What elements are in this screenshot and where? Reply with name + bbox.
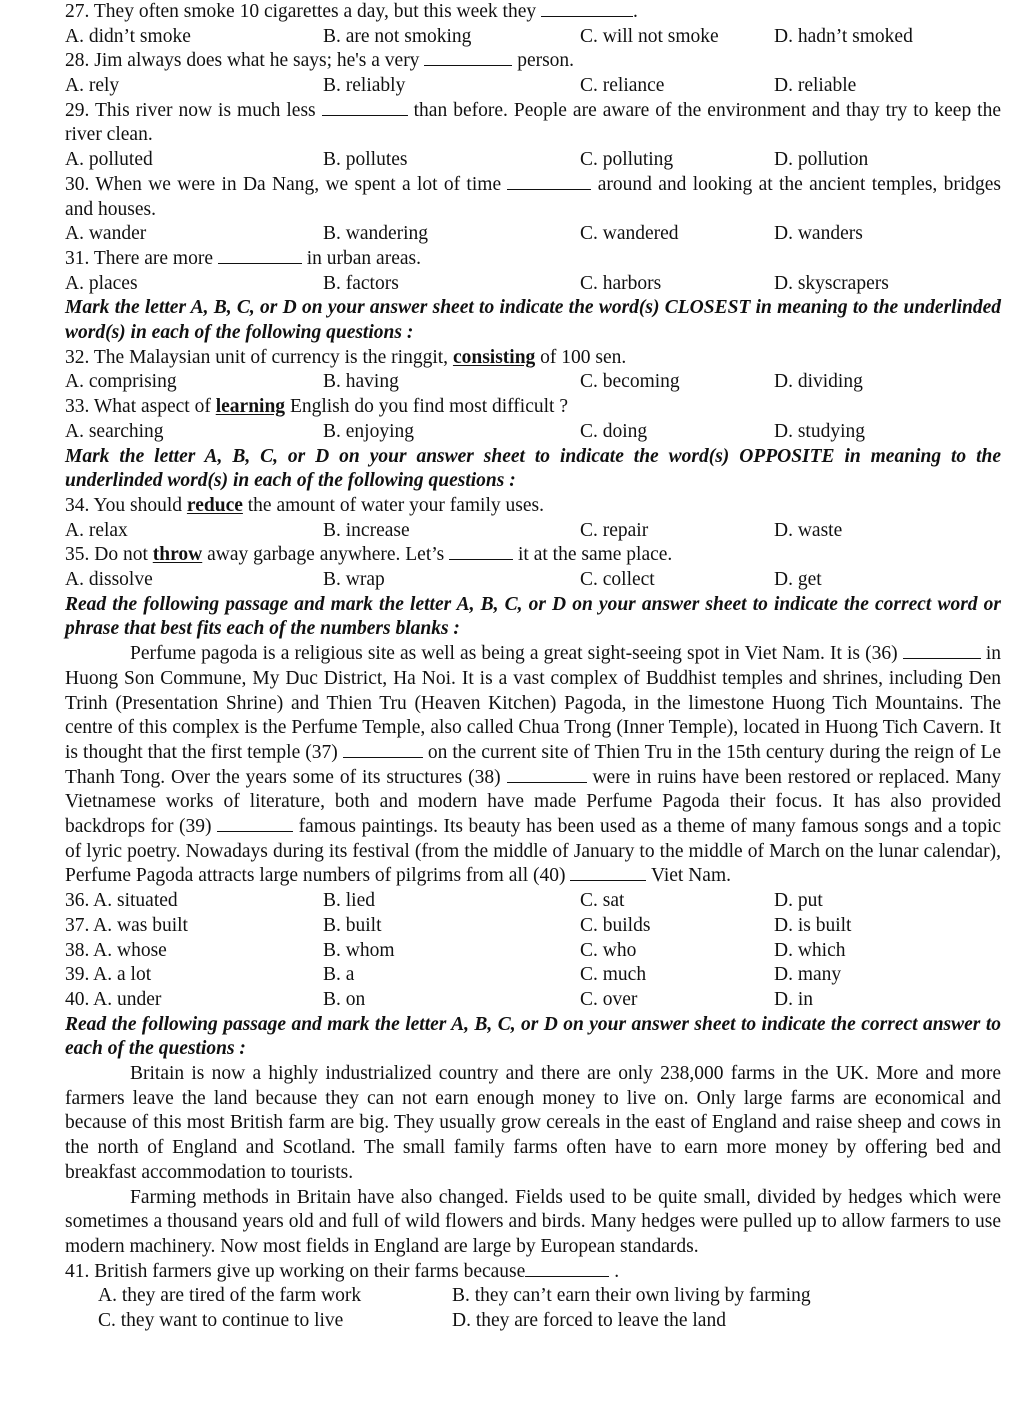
question-text-end: English do you find most difficult ?	[289, 396, 568, 418]
option-d: D. which	[774, 939, 846, 961]
passage-text: on the current site of Thien Tru in the 15th century during the reign of Le Thanh Tong. Over the years some of its structures (38)	[65, 741, 1002, 788]
option-d: D. many	[774, 964, 842, 986]
question-text-end: in urban areas.	[306, 247, 421, 269]
option-b: B. enjoying	[323, 420, 414, 442]
underlined-word: learning	[215, 396, 286, 418]
question-35	[65, 543, 1001, 568]
option-c: C. harbors	[580, 272, 662, 294]
instruction-closest: Mark the letter A, B, C, or D on your answer sheet to indicate the word(s) CLOSEST in meaning to the underlinded word(s) in each of the following questions :	[65, 297, 1001, 344]
blank-38	[507, 766, 587, 783]
options-36	[65, 889, 1001, 914]
instruction-cloze: Read the following passage and mark the letter A, B, C, or D on your answer sheet to indicate the correct word or phrase that best fits each of the numbers blanks :	[65, 593, 1001, 640]
option-b: B. reliably	[323, 75, 406, 97]
options-28	[65, 74, 1001, 99]
option-b: B. built	[323, 914, 382, 936]
options-34	[65, 519, 1001, 544]
option-d: D. waste	[774, 519, 843, 541]
underlined-word: reduce	[186, 494, 243, 516]
option-d: D. pollution	[774, 149, 869, 171]
option-b: B. increase	[323, 519, 410, 541]
question-34	[65, 494, 1001, 519]
question-41	[65, 1260, 1001, 1285]
option-d: D. in	[774, 988, 813, 1010]
question-text: 41. British farmers give up working on their farms because	[65, 1260, 526, 1282]
option-d: D. hadn’t smoked	[774, 25, 913, 47]
option-b: B. they can’t earn their own living by farming	[452, 1285, 811, 1307]
options-27	[65, 25, 1001, 50]
option-c: C. sat	[580, 890, 625, 912]
option-c: C. collect	[580, 569, 655, 591]
question-text: 35. Do not	[65, 544, 148, 566]
option-d: D. wanders	[774, 223, 863, 245]
options-39	[65, 963, 1001, 988]
option-a: A. places	[65, 272, 138, 294]
passage-perfume-pagoda	[65, 642, 1001, 889]
option-d: D. dividing	[774, 371, 863, 393]
options-41-row-1	[65, 1284, 1001, 1309]
option-a: A. rely	[65, 75, 120, 97]
question-text: 28. Jim always does what he says; he's a very	[65, 50, 420, 72]
question-28	[65, 49, 1001, 74]
option-a: A. relax	[65, 519, 128, 541]
option-c: C. wandered	[580, 223, 679, 245]
passage-britain-para-2: Farming methods in Britain have also changed. Fields used to be quite small, divided by hedges which were sometimes a thousand years old and full of wild flowers and birds. Many hedges were pulled up to allow farmers to use modern machinery. Now most fields in England are large by European standards.	[65, 1186, 1001, 1257]
options-31	[65, 272, 1001, 297]
answer-blank	[507, 173, 591, 190]
option-b: B. lied	[323, 890, 375, 912]
option-d: D. they are forced to leave the land	[452, 1310, 726, 1332]
question-text: 32. The Malaysian unit of currency is the ringgit,	[65, 346, 449, 368]
worksheet-page	[65, 0, 1001, 1334]
question-text-end: it at the same place.	[518, 544, 673, 566]
option-a: 39. A. a lot	[65, 964, 152, 986]
option-a: A. wander	[65, 223, 147, 245]
option-c: C. becoming	[580, 371, 680, 393]
option-c: C. polluting	[580, 149, 674, 171]
question-33	[65, 395, 1001, 420]
option-a: A. dissolve	[65, 569, 153, 591]
option-d: D. skyscrapers	[774, 272, 889, 294]
option-b: B. having	[323, 371, 399, 393]
option-a: A. searching	[65, 420, 164, 442]
answer-blank	[218, 247, 302, 264]
blank-37	[343, 741, 423, 758]
passage-text: were in ruins have been restored or replaced. Many Vietnamese works of literature, both and modern have made Perfume Pagoda their focus. It has also provided backdrops for (39)	[65, 766, 1002, 838]
option-a: 40. A. under	[65, 988, 162, 1010]
options-33	[65, 420, 1001, 445]
question-text-end: the amount of water your family uses.	[247, 494, 544, 516]
option-a: A. polluted	[65, 149, 153, 171]
option-c: C. builds	[580, 914, 651, 936]
options-30	[65, 222, 1001, 247]
option-a: A. comprising	[65, 371, 177, 393]
answer-blank	[449, 543, 513, 560]
question-text-end: person.	[517, 50, 575, 72]
blank-40	[570, 864, 646, 881]
question-27	[65, 0, 1001, 25]
option-b: B. wandering	[323, 223, 429, 245]
question-29	[65, 99, 1001, 148]
question-text-end: around and looking at the ancient temples, bridges and houses.	[65, 173, 1002, 220]
instruction-opposite: Mark the letter A, B, C, or D on your answer sheet to indicate the word(s) OPPOSITE in meaning to the underlinded word(s) in each of the following questions :	[65, 445, 1001, 492]
option-b: B. whom	[323, 939, 395, 961]
option-d: D. put	[774, 890, 823, 912]
options-32	[65, 370, 1001, 395]
question-32	[65, 346, 1001, 371]
question-text: 30. When we were in Da Nang, we spent a lot of time	[65, 173, 502, 195]
blank-39	[217, 815, 293, 832]
option-a: 36. A. situated	[65, 890, 178, 912]
question-text-mid: away garbage anywhere. Let’s	[207, 544, 445, 566]
question-text-end: than before. People are aware of the environment and thay try to keep the river clean.	[65, 99, 1002, 146]
passage-text: in Huong Son Commune, My Duc District, Ha Noi. It is a vast complex of Buddhist temples and shrines, including Den Trinh (Presentation Shrine) and Thien Tru (Heaven Kitchen) Pagoda, in the limestone Huong Tich Mountains. The centre of this complex is the Perfume Temple, also called Chua Trong (Inner Temple), located in Huong Tich Cavern. It is thought that the first temple (37)	[65, 643, 1002, 763]
question-text-end: .	[614, 1260, 620, 1282]
option-c: C. reliance	[580, 75, 665, 97]
option-b: B. are not smoking	[323, 25, 472, 47]
passage-text: Viet Nam.	[650, 865, 732, 887]
blank-36	[903, 642, 981, 659]
option-d: D. is built	[774, 914, 852, 936]
question-text: 27. They often smoke 10 cigarettes a day, but this week they	[65, 1, 537, 22]
passage-britain-para-1: Britain is now a highly industrialized country and there are only 238,000 farms in the UK. More and more farmers leave the land because they can not earn enough money to live on. Only large farms are economical and because of this most British farm are big. They usually grow cereals in the east of England and raise sheep and cows in the north of England and Scotland. The small family farms often have to earn more money by offering bed and breakfast accommodation to tourists.	[65, 1063, 1001, 1183]
option-b: B. pollutes	[323, 149, 408, 171]
options-29	[65, 148, 1001, 173]
question-31	[65, 247, 1001, 272]
question-30	[65, 173, 1001, 222]
options-35	[65, 568, 1001, 593]
answer-blank	[322, 99, 408, 116]
option-d: D. get	[774, 569, 822, 591]
option-c: C. doing	[580, 420, 648, 442]
option-c: C. they want to continue to live	[98, 1310, 344, 1332]
option-b: B. on	[323, 988, 366, 1010]
option-c: C. will not smoke	[580, 25, 719, 47]
question-text-end: of 100 sen.	[540, 346, 627, 368]
option-a: 37. A. was built	[65, 914, 188, 936]
option-a: 38. A. whose	[65, 939, 167, 961]
option-d: D. reliable	[774, 75, 857, 97]
question-text: 33. What aspect of	[65, 396, 211, 418]
question-text-end: .	[633, 1, 638, 22]
option-b: B. factors	[323, 272, 399, 294]
answer-blank	[541, 0, 633, 17]
options-38	[65, 939, 1001, 964]
underlined-word: throw	[152, 544, 203, 566]
option-c: C. who	[580, 939, 637, 961]
answer-blank	[424, 49, 512, 66]
instruction-reading: Read the following passage and mark the letter A, B, C, or D on your answer sheet to indicate the correct answer to each of the questions :	[65, 1013, 1001, 1060]
options-37	[65, 914, 1001, 939]
underlined-word: consisting	[452, 346, 536, 368]
options-41-row-2	[65, 1309, 1001, 1334]
option-b: B. wrap	[323, 569, 385, 591]
option-a: A. they are tired of the farm work	[98, 1285, 362, 1307]
option-a: A. didn’t smoke	[65, 25, 191, 47]
option-d: D. studying	[774, 420, 866, 442]
option-b: B. a	[323, 964, 355, 986]
option-c: C. over	[580, 988, 638, 1010]
answer-blank	[525, 1260, 609, 1277]
question-text: 31. There are more	[65, 247, 213, 269]
option-c: C. much	[580, 964, 647, 986]
question-text: 29. This river now is much less	[65, 99, 316, 121]
options-40	[65, 988, 1001, 1013]
question-text: 34. You should	[65, 494, 183, 516]
passage-text: Perfume pagoda is a religious site as well as being a great sight-seeing spot in Viet Nam. It is (36)	[130, 643, 898, 665]
option-c: C. repair	[580, 519, 649, 541]
passage-text: famous paintings. Its beauty has been used as a theme of many famous songs and a topic of lyric poetry. Nowadays during its festival (from the middle of January to the middle of March on the lunar calendar), Perfume Pagoda attracts large numbers of pilgrims from all (40)	[65, 816, 1002, 887]
